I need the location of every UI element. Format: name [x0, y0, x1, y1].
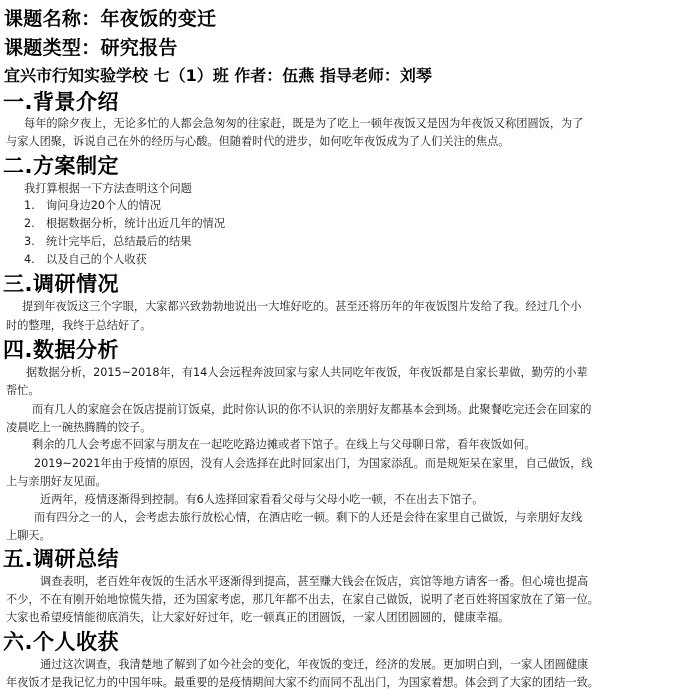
background-line-2: 与家人团聚，诉说自己在外的经历与心酸。但随着时代的进步，如何吃年夜饭成为了人们关注的焦点。	[6, 135, 510, 148]
analysis-line: 上与亲朋好友见面。	[6, 475, 107, 488]
analysis-line: 2019~2021年由于疫情的原因，没有人会选择在此时回家出门，为国家添乱。而是规矩呆在家里，自己做饭，线	[34, 457, 593, 470]
plan-item	[24, 197, 161, 213]
plan-item-text: 询问身边20个人的情况	[46, 199, 161, 212]
plan-item-number: 2.	[24, 217, 35, 230]
section-heading-analysis: 四.数据分析	[3, 338, 119, 362]
analysis-line: 凌晨吃上一碗热腾腾的饺子。	[6, 421, 152, 434]
background-line-1: 每年的除夕夜上，无论多忙的人都会急匆匆的往家赶，既是为了吃上一顿年夜饭又是因为年夜饭又称团圆饭，为了	[24, 117, 584, 130]
analysis-line: 剩余的几人会考虑不回家与朋友在一起吃吃路边摊或者下馆子。在线上与父母聊日常，看年夜饭如何。	[32, 438, 536, 451]
summary-line: 大家也希望疫情能彻底消失，让大家好好过年，吃一顿真正的团圆饭，一家人团团圆圆的，健康幸福。	[6, 611, 510, 624]
analysis-line: 而有四分之一的人，会考虑去旅行放松心情，在酒店吃一顿。剩下的人还是会待在家里自己做饭，与亲朋好友线	[34, 511, 583, 524]
plan-item	[24, 251, 147, 267]
plan-intro: 我打算根据一下方法查明这个问题	[24, 182, 192, 195]
plan-item	[24, 215, 225, 231]
research-line-1: 提到年夜饭这三个字眼，大家都兴致勃勃地说出一大堆好吃的。甚至还将历年的年夜饭图片发给了我。经过几个小	[22, 300, 582, 313]
research-line-2: 时的整理，我终于总结好了。	[6, 319, 152, 332]
author-line: 宜兴市行知实验学校 七（1）班 作者：伍燕 指导老师：刘琴	[4, 66, 432, 85]
plan-item-text: 统计完毕后，总结最后的结果	[46, 235, 192, 248]
analysis-line: 上聊天。	[6, 529, 51, 542]
summary-line: 不少，不在有刚开始地惊慌失措，还为国家考虑，那几年都不出去，在家自己做饭，说明了老百姓将国家放在了第一位。	[6, 593, 599, 606]
plan-item-number: 4.	[24, 253, 35, 266]
analysis-line: 近两年，疫情逐渐得到控制。有6人选择回家看看父母与父母小吃一顿，不在出去下馆子。	[40, 493, 484, 506]
section-heading-research: 三.调研情况	[3, 272, 119, 296]
analysis-line: 帮忙。	[6, 384, 40, 397]
section-heading-summary: 五.调研总结	[3, 547, 119, 571]
harvest-line: 年夜饭才是我记忆力的中国年味。最重要的是疫情期间大家不约而同不乱出门，为国家着想。体会到了大家的团结一致。	[6, 676, 599, 689]
section-heading-harvest: 六.个人收获	[3, 630, 119, 654]
plan-item-text: 根据数据分析，统计出近几年的情况	[46, 217, 226, 230]
plan-item-number: 1.	[24, 199, 35, 212]
topic-type: 课题类型：研究报告	[4, 37, 178, 59]
harvest-line: 通过这次调查，我清楚地了解到了如今社会的变化，年夜饭的变迁，经济的发展。更加明白到，一家人团圆健康	[40, 658, 589, 671]
plan-item-number: 3.	[24, 235, 35, 248]
analysis-line: 据数据分析，2015~2018年，有14人会远程奔波回家与家人共同吃年夜饭，年夜饭都是自家长辈做，勤劳的小辈	[26, 366, 588, 379]
plan-item	[24, 233, 191, 249]
section-heading-background: 一.背景介绍	[3, 90, 119, 114]
analysis-line: 而有几人的家庭会在饭店提前订饭桌，此时你认识的你不认识的亲朋好友都基本会到场。此聚餐吃完还会在回家的	[32, 403, 592, 416]
summary-line: 调查表明，老百姓年夜饭的生活水平逐渐得到提高，甚至赚大钱会在饭店，宾馆等地方请客一番。但心境也提高	[40, 575, 589, 588]
plan-item-text: 以及自己的个人收获	[46, 253, 147, 266]
topic-title: 课题名称：年夜饭的变迁	[4, 8, 217, 30]
section-heading-plan: 二.方案制定	[3, 154, 119, 178]
